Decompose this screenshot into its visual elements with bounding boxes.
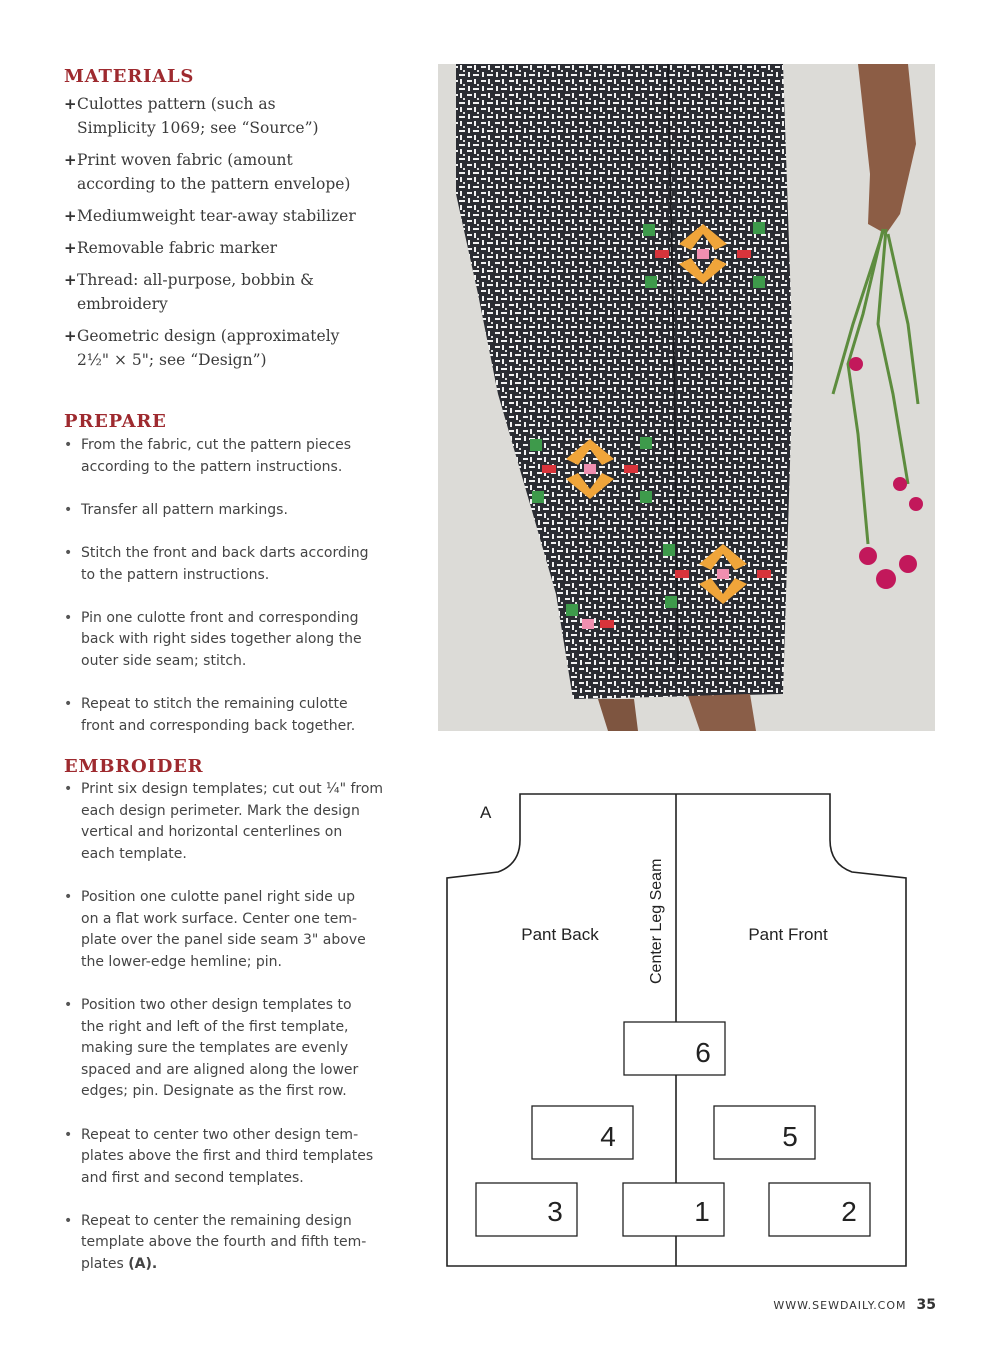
list-item <box>64 995 394 1103</box>
list-item <box>64 500 394 522</box>
bullet-icon: • <box>64 781 73 797</box>
step-text-line: vertical and horizontal centerlines on <box>81 824 343 841</box>
page-number: 35 <box>916 1297 936 1313</box>
list-item: + Print woven fabric (amount according to the pattern envelope) <box>64 148 394 196</box>
list-item: + Removable fabric marker <box>64 236 394 260</box>
step-text-line: on a flat work surface. Center one tem- <box>81 910 358 927</box>
list-item <box>64 1211 394 1276</box>
list-item <box>64 608 394 673</box>
step-text-line: From the fabric, cut the pattern pieces <box>81 437 352 453</box>
plus-icon: + <box>64 95 77 113</box>
prepare-heading: PREPARE <box>64 411 167 432</box>
list-item: + Geometric design (approximately 2½" × 5"; see “Design”) <box>64 324 394 372</box>
list-item <box>64 694 394 737</box>
template-number: 6 <box>695 1037 711 1068</box>
step-text-line: edges; pin. Designate as the first row. <box>81 1083 347 1100</box>
culotte-photo <box>438 64 935 731</box>
list-item <box>64 779 394 865</box>
step-text-line: Transfer all pattern markings. <box>81 501 288 518</box>
template-box <box>714 1106 815 1159</box>
template-number: 5 <box>782 1121 798 1152</box>
page-footer <box>773 1297 936 1313</box>
plus-icon: + <box>64 239 77 257</box>
step-text-line: each design perimeter. Mark the design <box>81 802 360 819</box>
figure-reference: (A). <box>128 1256 158 1273</box>
bullet-icon: • <box>64 1126 73 1143</box>
figure-label: A <box>480 803 492 822</box>
list-item: + Culottes pattern (such as Simplicity 1069; see “Source”) <box>64 92 394 140</box>
template-number: 1 <box>694 1196 710 1227</box>
step-text-line: Repeat to center the remaining design <box>81 1212 352 1229</box>
step-text-line: Print six design templates; cut out ¼" from <box>81 781 384 797</box>
bullet-icon: • <box>64 1212 73 1229</box>
center-leg-seam-label: Center Leg Seam <box>648 858 665 984</box>
template-number: 2 <box>841 1196 857 1227</box>
prepare-list <box>64 435 394 759</box>
step-text-line: and first and second templates. <box>81 1169 304 1186</box>
step-text-line: the right and left of the first template, <box>81 1018 349 1035</box>
step-text-line: Position one culotte panel right side up <box>81 888 356 905</box>
step-text-line: Repeat to center two other design tem- <box>81 1126 359 1143</box>
plus-icon: + <box>64 327 77 345</box>
step-text-line: each template. <box>81 845 187 862</box>
step-text-line: Pin one culotte front and corresponding <box>81 609 359 626</box>
materials-list <box>64 92 394 380</box>
step-text-line: to the pattern instructions. <box>81 566 270 583</box>
bullet-icon: • <box>64 544 73 561</box>
embroider-heading: EMBROIDER <box>64 756 204 777</box>
step-text-line: the lower-edge hemline; pin. <box>81 953 282 970</box>
materials-heading: MATERIALS <box>64 66 195 87</box>
pant-back-label: Pant Back <box>521 925 599 944</box>
template-placement-diagram <box>436 780 916 1280</box>
bullet-icon: • <box>64 437 73 453</box>
plus-icon: + <box>64 271 77 289</box>
pant-front-label: Pant Front <box>748 925 828 944</box>
step-text-line: front and corresponding back together. <box>81 717 356 734</box>
list-item <box>64 1125 394 1190</box>
embroider-list <box>64 779 394 1297</box>
list-item: + Thread: all-purpose, bobbin & embroidery <box>64 268 394 316</box>
step-text-line: plate over the panel side seam 3" above <box>81 932 366 949</box>
plus-icon: + <box>64 151 77 169</box>
step-text-line: plates <box>81 1256 124 1273</box>
step-text-line: according to the pattern instructions. <box>81 458 343 475</box>
step-text-line: outer side seam; stitch. <box>81 652 247 669</box>
step-text-line: Position two other design templates to <box>81 996 352 1013</box>
step-text-line: plates above the first and third templates <box>81 1148 374 1165</box>
list-item <box>64 435 394 478</box>
list-item <box>64 887 394 973</box>
site-url[interactable]: WWW.SEWDAILY.COM <box>773 1299 907 1312</box>
step-text-line: spaced and are aligned along the lower <box>81 1061 359 1078</box>
bullet-icon: • <box>64 696 73 713</box>
photo-illustration <box>438 64 935 731</box>
template-number: 4 <box>600 1121 616 1152</box>
step-text-line: Stitch the front and back darts according <box>81 544 369 561</box>
step-text-line: making sure the templates are evenly <box>81 1040 349 1057</box>
list-item: + Mediumweight tear-away stabilizer <box>64 204 394 228</box>
bullet-icon: • <box>64 501 73 518</box>
step-text-line: Repeat to stitch the remaining culotte <box>81 696 348 713</box>
bullet-icon: • <box>64 888 73 905</box>
plus-icon: + <box>64 207 77 225</box>
list-item <box>64 543 394 586</box>
template-box <box>532 1106 633 1159</box>
step-text-line: back with right sides together along the <box>81 631 362 648</box>
step-text-line: template above the fourth and fifth tem- <box>81 1234 367 1251</box>
bullet-icon: • <box>64 996 73 1013</box>
template-number: 3 <box>547 1196 563 1227</box>
diagram-svg <box>436 780 916 1280</box>
bullet-icon: • <box>64 609 73 626</box>
